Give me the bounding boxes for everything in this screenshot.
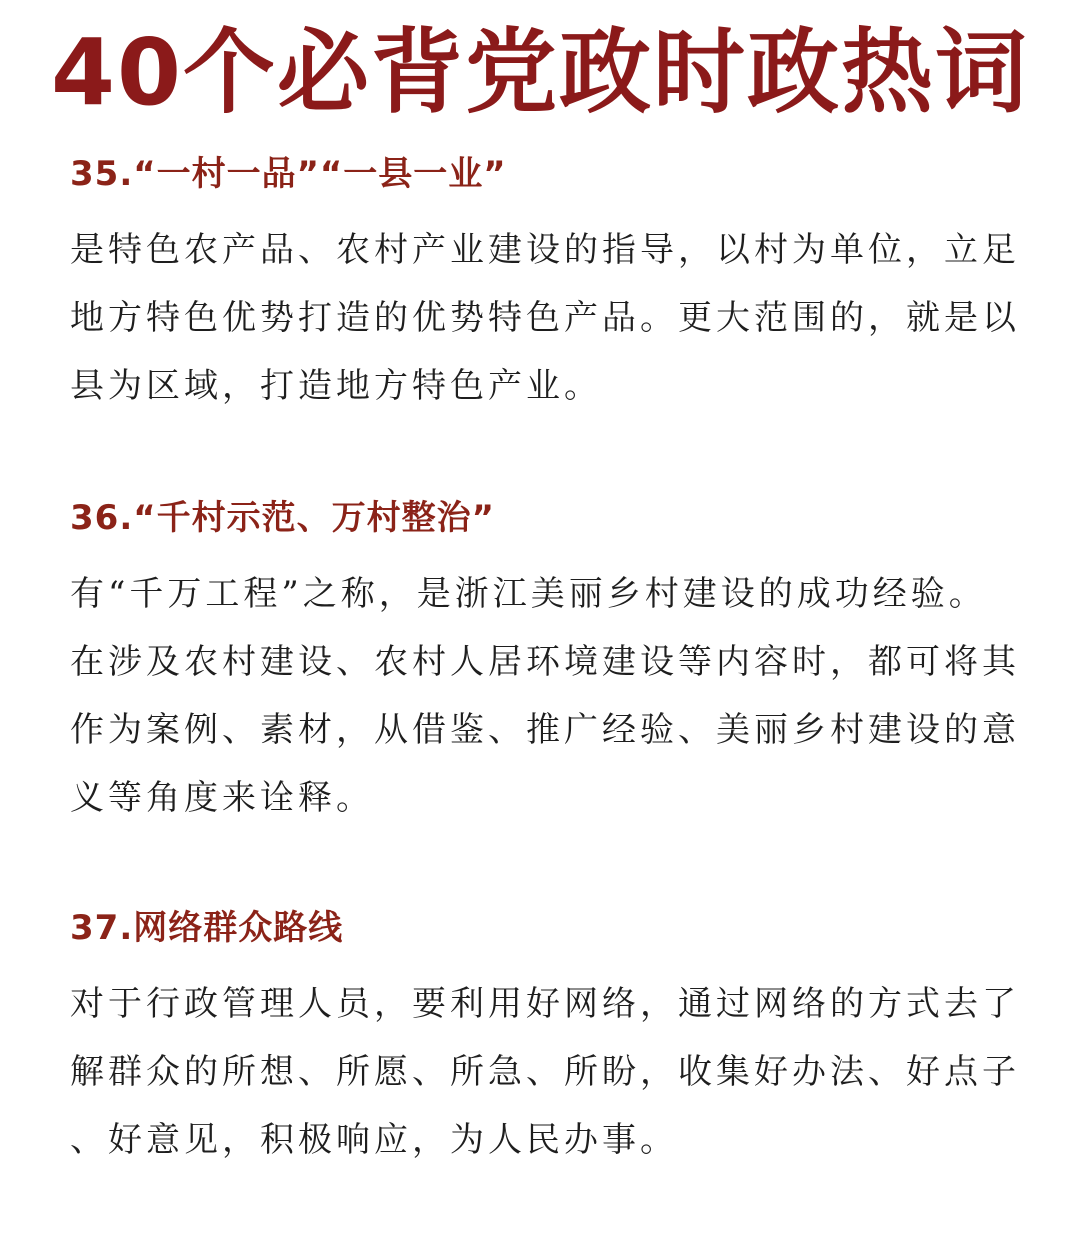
section-37 (70, 906, 1020, 1174)
section-heading: 36.“千村示范、万村整治” (70, 498, 495, 538)
body-line: 地方特色优势打造的优势特色产品。更大范围的，就是以 (70, 298, 1020, 338)
section-heading: 35.“一村一品”“一县一业” (70, 154, 507, 194)
section-35 (70, 152, 1020, 420)
body-line: 、好意见，积极响应，为人民办事。 (70, 1120, 678, 1160)
body-line: 有“千万工程”之称，是浙江美丽乡村建设的成功经验。 (70, 574, 987, 614)
body-line: 县为区域，打造地方特色产业。 (70, 366, 602, 406)
section-body (70, 970, 1020, 1174)
body-line: 对于行政管理人员，要利用好网络，通过网络的方式去了 (70, 984, 1020, 1024)
section-heading: 37.网络群众路线 (70, 908, 344, 948)
body-line: 作为案例、素材，从借鉴、推广经验、美丽乡村建设的意 (70, 710, 1020, 750)
section-body (70, 216, 1020, 420)
page-title: 40个必背党政时政热词 (50, 19, 1030, 126)
body-line: 义等角度来诠释。 (70, 778, 374, 818)
section-36 (70, 496, 1020, 832)
section-body (70, 560, 1020, 832)
body-line: 在涉及农村建设、农村人居环境建设等内容时，都可将其 (70, 642, 1020, 682)
body-line: 解群众的所想、所愿、所急、所盼，收集好办法、好点子 (70, 1052, 1020, 1092)
body-line: 是特色农产品、农村产业建设的指导，以村为单位，立足 (70, 230, 1020, 270)
